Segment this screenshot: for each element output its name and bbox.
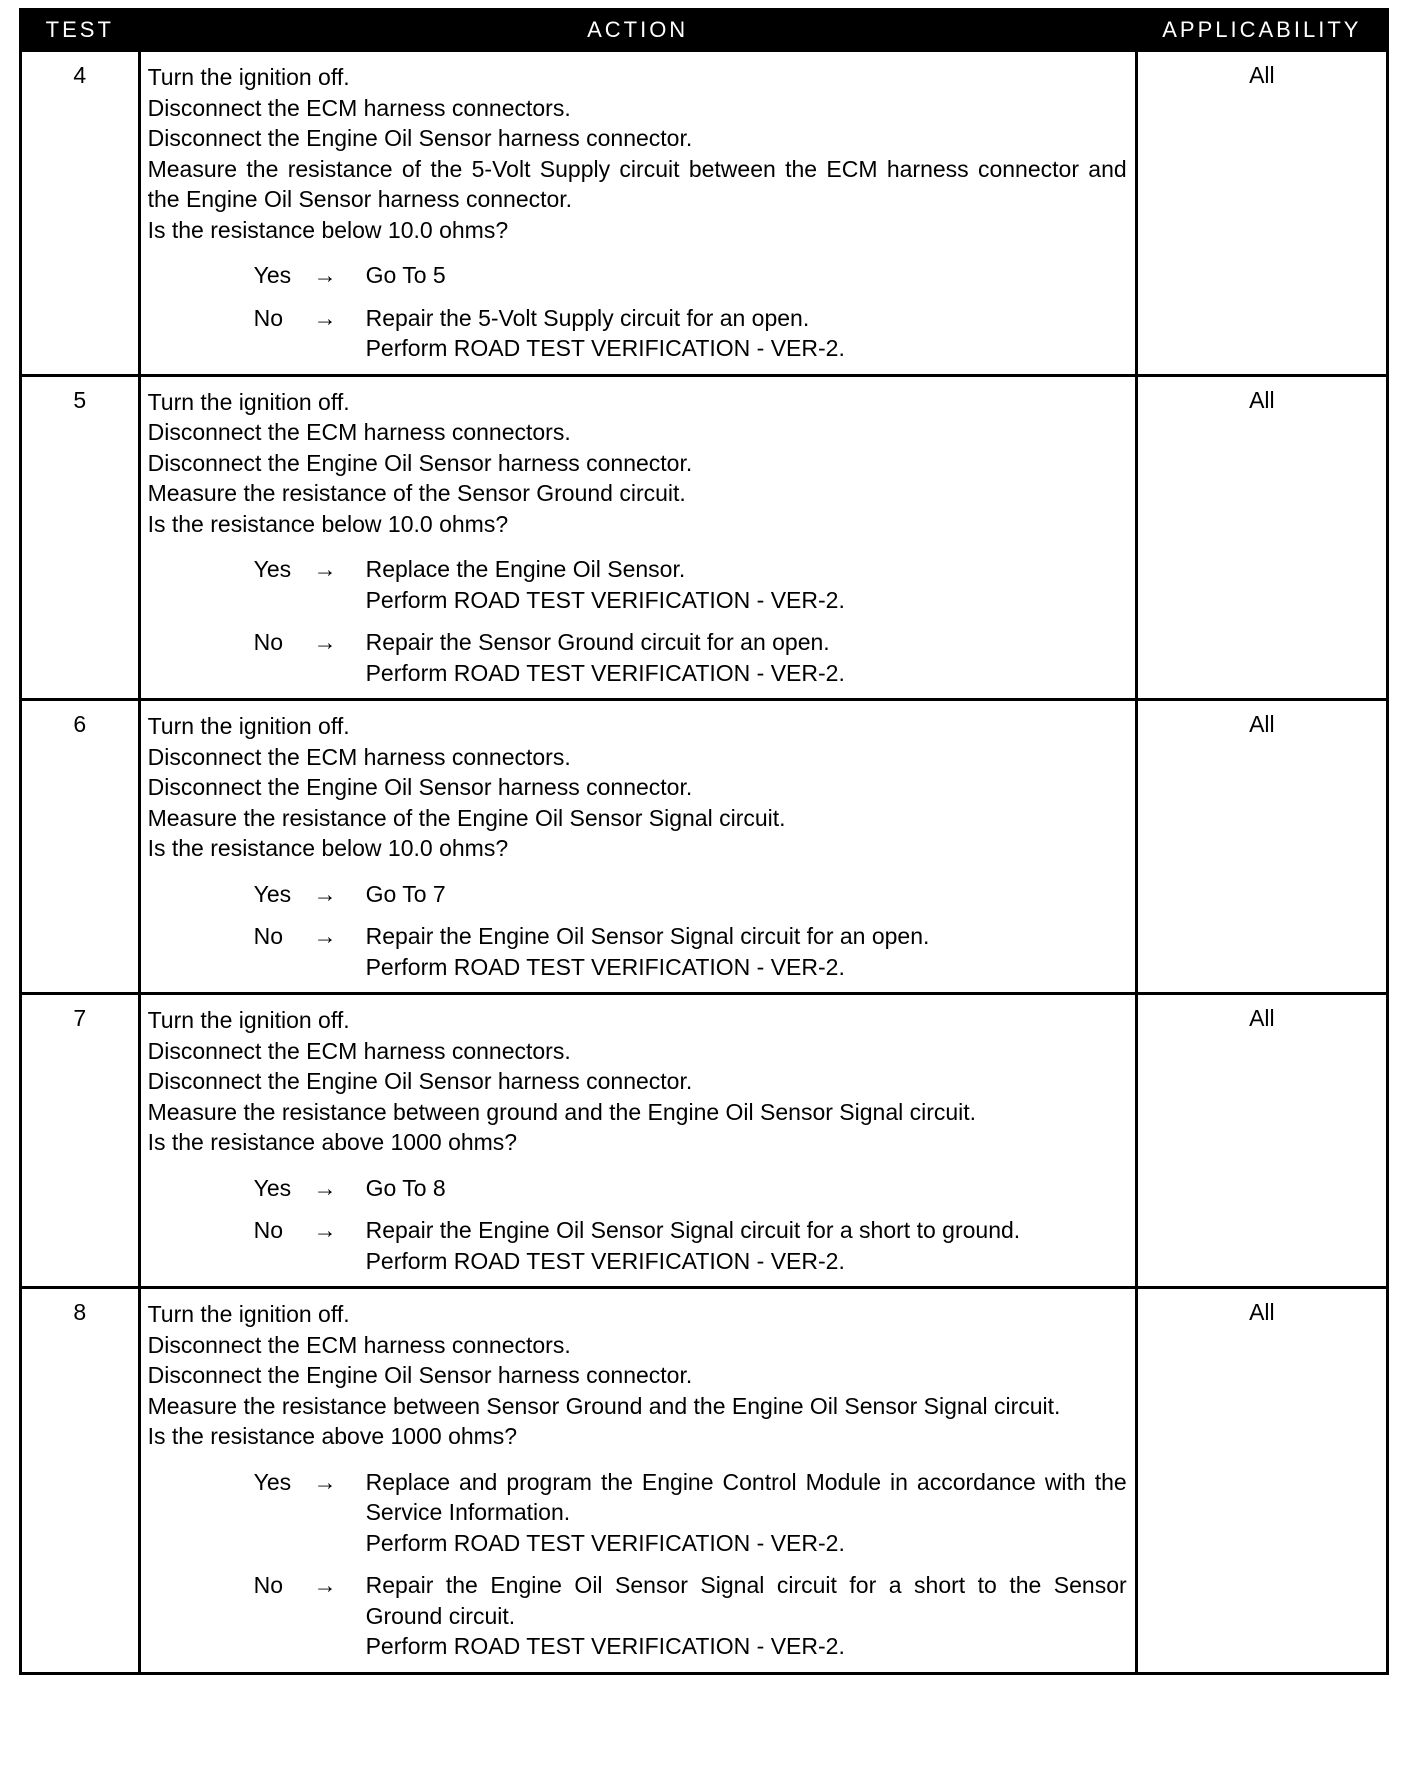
yes-result <box>366 554 1127 615</box>
action-step: Disconnect the ECM harness connectors. <box>147 743 571 770</box>
no-result <box>366 303 1127 364</box>
no-label: No <box>253 629 283 655</box>
applicability-value: All <box>1136 700 1387 994</box>
action-step: Disconnect the Engine Oil Sensor harness connector. <box>147 1068 693 1094</box>
no-outcome <box>148 921 1127 982</box>
action-step: Turn the ignition off. <box>147 1007 350 1033</box>
action-step: Disconnect the Engine Oil Sensor harness connector. <box>147 449 693 476</box>
no-result-line: Repair the Engine Oil Sensor Signal circuit for a short to ground. <box>365 1217 1021 1243</box>
diagnostic-test-table <box>19 8 1389 1675</box>
yes-outcome <box>148 260 1127 291</box>
yes-result-line: Perform ROAD TEST VERIFICATION - VER-2. <box>365 1529 845 1556</box>
action-step: Disconnect the ECM harness connectors. <box>147 1037 571 1064</box>
action-step: Measure the resistance of the 5-Volt Supply circuit between the ECM harness connector and the Engine Oil Sensor harness connector. <box>147 155 1127 212</box>
no-result-line: Perform ROAD TEST VERIFICATION - VER-2. <box>365 659 845 686</box>
arrow-right-icon: → <box>313 1174 337 1201</box>
arrow-right-icon: → <box>313 923 337 949</box>
applicability-value: All <box>1136 51 1387 376</box>
no-label: No <box>253 304 283 331</box>
test-number: 8 <box>21 1288 140 1674</box>
action-cell <box>139 1288 1136 1674</box>
yes-label: Yes <box>253 1174 292 1201</box>
action-step: Measure the resistance between ground and the Engine Oil Sensor Signal circuit. <box>147 1098 977 1125</box>
test-column-header: TEST <box>21 10 140 51</box>
table-header-row <box>21 10 1388 51</box>
yes-result-line: Replace the Engine Oil Sensor. <box>365 556 686 582</box>
action-step: Disconnect the ECM harness connectors. <box>147 1331 571 1358</box>
applicability-value: All <box>1136 1288 1387 1674</box>
action-column-header: ACTION <box>139 10 1136 51</box>
no-result-line: Perform ROAD TEST VERIFICATION - VER-2. <box>365 1247 845 1274</box>
yes-outcome <box>148 1467 1127 1559</box>
no-result <box>366 1570 1127 1662</box>
no-outcome <box>148 627 1127 688</box>
arrow-right-icon: → <box>313 556 337 582</box>
yes-result <box>366 1467 1127 1559</box>
no-result-line: Perform ROAD TEST VERIFICATION - VER-2. <box>365 953 845 980</box>
action-step: Turn the ignition off. <box>147 388 350 415</box>
yes-result <box>366 1173 1127 1204</box>
table-row <box>21 700 1388 994</box>
no-result <box>366 1215 1127 1276</box>
no-result <box>366 921 1127 982</box>
no-outcome <box>148 1570 1127 1662</box>
test-question: Is the resistance below 10.0 ohms? <box>147 216 509 243</box>
test-question: Is the resistance above 1000 ohms? <box>147 1423 518 1449</box>
no-result-line: Repair the Sensor Ground circuit for an open. <box>365 629 830 655</box>
arrow-right-icon: → <box>313 1572 337 1598</box>
yes-result <box>366 879 1127 910</box>
action-step: Measure the resistance between Sensor Ground and the Engine Oil Sensor Signal circuit. <box>147 1392 1061 1419</box>
test-question: Is the resistance below 10.0 ohms? <box>147 835 509 861</box>
yes-result-line: Go To 8 <box>365 1174 446 1201</box>
applicability-column-header: APPLICABILITY <box>1136 10 1387 51</box>
action-cell <box>139 375 1136 700</box>
no-result-line: Perform ROAD TEST VERIFICATION - VER-2. <box>365 1633 845 1659</box>
action-step: Disconnect the ECM harness connectors. <box>147 419 571 445</box>
no-result-line: Repair the Engine Oil Sensor Signal circuit for a short to the Sensor Ground circuit. <box>365 1572 1127 1629</box>
action-step: Turn the ignition off. <box>147 1301 350 1327</box>
applicability-value: All <box>1136 375 1387 700</box>
no-label: No <box>253 1572 283 1598</box>
yes-result-line: Go To 7 <box>365 880 446 907</box>
arrow-right-icon: → <box>313 304 337 331</box>
action-step: Turn the ignition off. <box>147 713 350 739</box>
test-number: 7 <box>21 994 140 1288</box>
no-result-line: Repair the Engine Oil Sensor Signal circuit for an open. <box>365 923 930 949</box>
no-outcome <box>148 1215 1127 1276</box>
test-question: Is the resistance below 10.0 ohms? <box>147 510 509 537</box>
test-number: 4 <box>21 51 140 376</box>
table-row <box>21 1288 1388 1674</box>
action-step: Disconnect the Engine Oil Sensor harness connector. <box>147 774 693 800</box>
action-step: Turn the ignition off. <box>147 64 350 90</box>
yes-label: Yes <box>253 556 292 582</box>
no-label: No <box>253 923 283 949</box>
action-cell <box>139 994 1136 1288</box>
yes-result <box>366 260 1127 291</box>
yes-result-line: Go To 5 <box>365 262 446 288</box>
action-step: Disconnect the ECM harness connectors. <box>147 94 571 121</box>
no-result-line: Perform ROAD TEST VERIFICATION - VER-2. <box>365 335 845 361</box>
yes-result-line: Replace and program the Engine Control Module in accordance with the Service Information. <box>365 1468 1127 1525</box>
yes-label: Yes <box>253 262 292 288</box>
yes-outcome <box>148 879 1127 910</box>
action-step: Measure the resistance of the Sensor Ground circuit. <box>147 480 686 506</box>
table-row <box>21 51 1388 376</box>
action-step: Disconnect the Engine Oil Sensor harness connector. <box>147 125 693 151</box>
no-label: No <box>253 1217 283 1243</box>
action-cell <box>139 51 1136 376</box>
arrow-right-icon: → <box>313 629 337 655</box>
table-row <box>21 994 1388 1288</box>
yes-result-line: Perform ROAD TEST VERIFICATION - VER-2. <box>365 586 845 613</box>
action-step: Disconnect the Engine Oil Sensor harness connector. <box>147 1362 693 1388</box>
arrow-right-icon: → <box>313 1217 337 1243</box>
no-result-line: Repair the 5-Volt Supply circuit for an open. <box>365 304 810 331</box>
yes-label: Yes <box>253 880 292 907</box>
test-number: 6 <box>21 700 140 994</box>
arrow-right-icon: → <box>313 262 337 288</box>
no-outcome <box>148 303 1127 364</box>
action-step: Measure the resistance of the Engine Oil Sensor Signal circuit. <box>147 804 786 831</box>
applicability-value: All <box>1136 994 1387 1288</box>
test-number: 5 <box>21 375 140 700</box>
arrow-right-icon: → <box>313 1468 337 1495</box>
yes-label: Yes <box>253 1468 292 1495</box>
test-question: Is the resistance above 1000 ohms? <box>147 1129 518 1155</box>
arrow-right-icon: → <box>313 880 337 907</box>
no-result <box>366 627 1127 688</box>
table-row <box>21 375 1388 700</box>
yes-outcome <box>148 554 1127 615</box>
action-cell <box>139 700 1136 994</box>
yes-outcome <box>148 1173 1127 1204</box>
